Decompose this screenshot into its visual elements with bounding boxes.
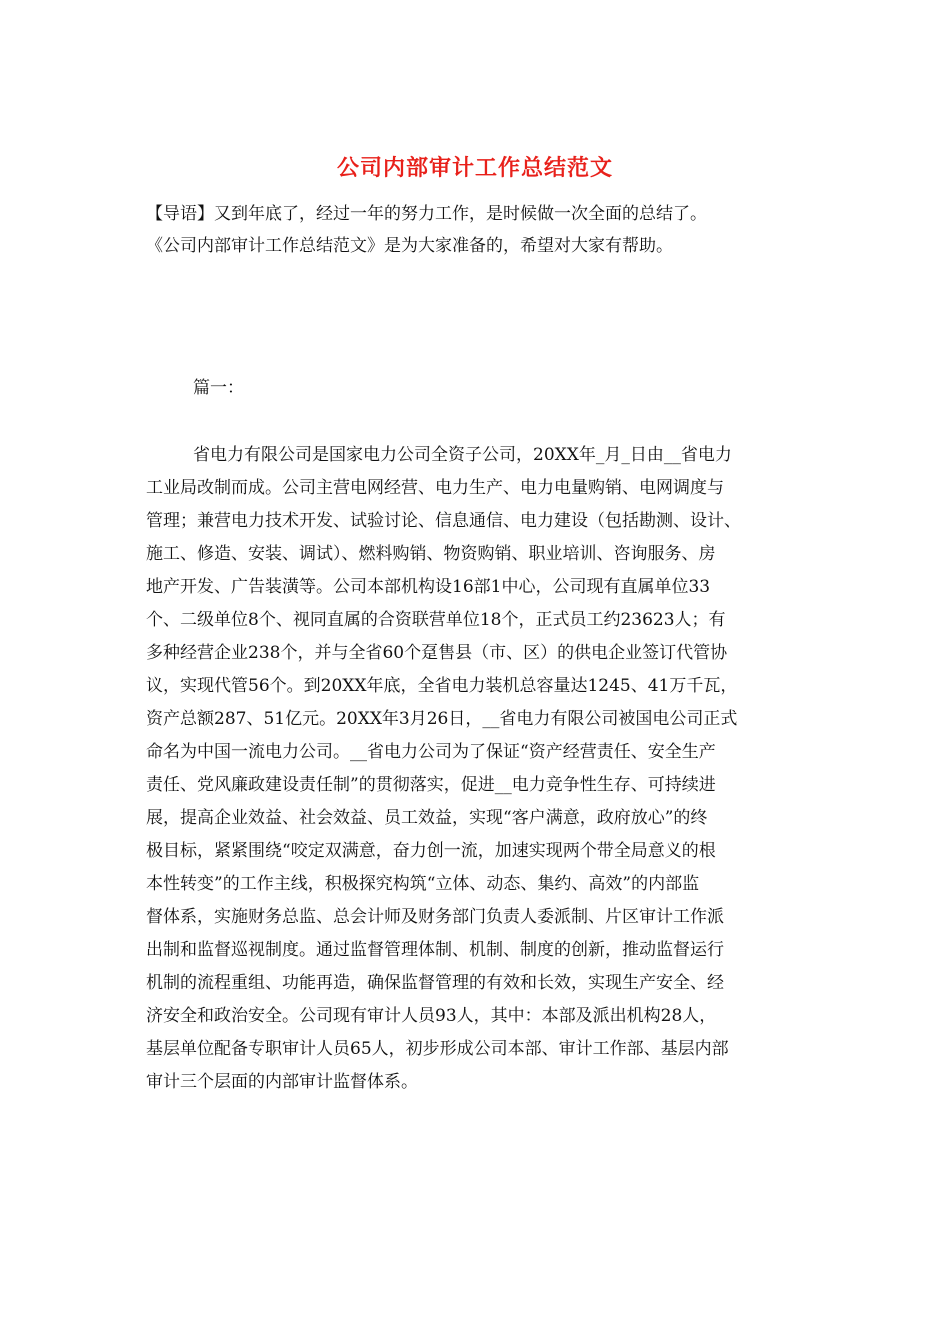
body-line: 资产总额287、51亿元。20XX年3月26日，__省电力有限公司被国电公司正式 [146, 709, 738, 729]
body-line: 极目标，紧紧围绕“咬定双满意，奋力创一流，加速实现两个带全局意义的根 [146, 841, 716, 861]
body-line: 个、二级单位8个、视同直属的合资联营单位18个，正式员工约23623人；有 [146, 610, 726, 630]
body-line: 省电力有限公司是国家电力公司全资子公司，20XX年_月_日由__省电力 [193, 445, 732, 465]
body-line: 机制的流程重组、功能再造，确保监督管理的有效和长效，实现生产安全、经 [146, 973, 724, 993]
body-line: 基层单位配备专职审计人员65人，初步形成公司本部、审计工作部、基层内部 [146, 1039, 729, 1059]
body-paragraph [146, 439, 816, 1099]
body-line: 管理；兼营电力技术开发、试验讨论、信息通信、电力建设（包括勘测、设计、 [146, 511, 741, 531]
body-line: 议，实现代管56个。到20XX年底，全省电力装机总容量达1245、41万千瓦， [146, 676, 738, 696]
body-line: 本性转变”的工作主线，积极探究构筑“立体、动态、集约、高效”的内部监 [146, 874, 700, 894]
document-title: 公司内部审计工作总结范文 [336, 155, 613, 181]
intro-line: 《公司内部审计工作总结范文》是为大家准备的，希望对大家有帮助。 [146, 236, 673, 256]
body-line: 工业局改制而成。公司主营电网经营、电力生产、电力电量购销、电网调度与 [146, 478, 724, 498]
body-line: 施工、修造、安装、调试）、燃料购销、物资购销、职业培训、咨询服务、房 [146, 544, 716, 564]
body-line: 命名为中国一流电力公司。__省电力公司为了保证“资产经营责任、安全生产 [146, 742, 716, 762]
intro-line: 【导语】又到年底了，经过一年的努力工作，是时候做一次全面的总结了。 [146, 204, 707, 224]
body-line: 督体系，实施财务总监、总会计师及财务部门负责人委派制、片区审计工作派 [146, 907, 724, 927]
body-line: 展，提高企业效益、社会效益、员工效益，实现“客户满意，政府放心”的终 [146, 808, 708, 828]
body-line: 审计三个层面的内部审计监督体系。 [146, 1072, 418, 1092]
body-line: 地产开发、广告装潢等。公司本部机构设16部1中心，公司现有直属单位33 [146, 577, 711, 597]
intro-paragraph [146, 198, 816, 262]
body-line: 济安全和政治安全。公司现有审计人员93人，其中：本部及派出机构28人， [146, 1006, 717, 1026]
body-line: 出制和监督巡视制度。通过监督管理体制、机制、制度的创新，推动监督运行 [146, 940, 724, 960]
section-label: 篇一： [193, 378, 244, 398]
body-line: 多种经营企业238个，并与全省60个趸售县（市、区）的供电企业签订代管协 [146, 643, 728, 663]
body-line: 责任、党风廉政建设责任制”的贯彻落实，促进__电力竞争性生存、可持续进 [146, 775, 716, 795]
